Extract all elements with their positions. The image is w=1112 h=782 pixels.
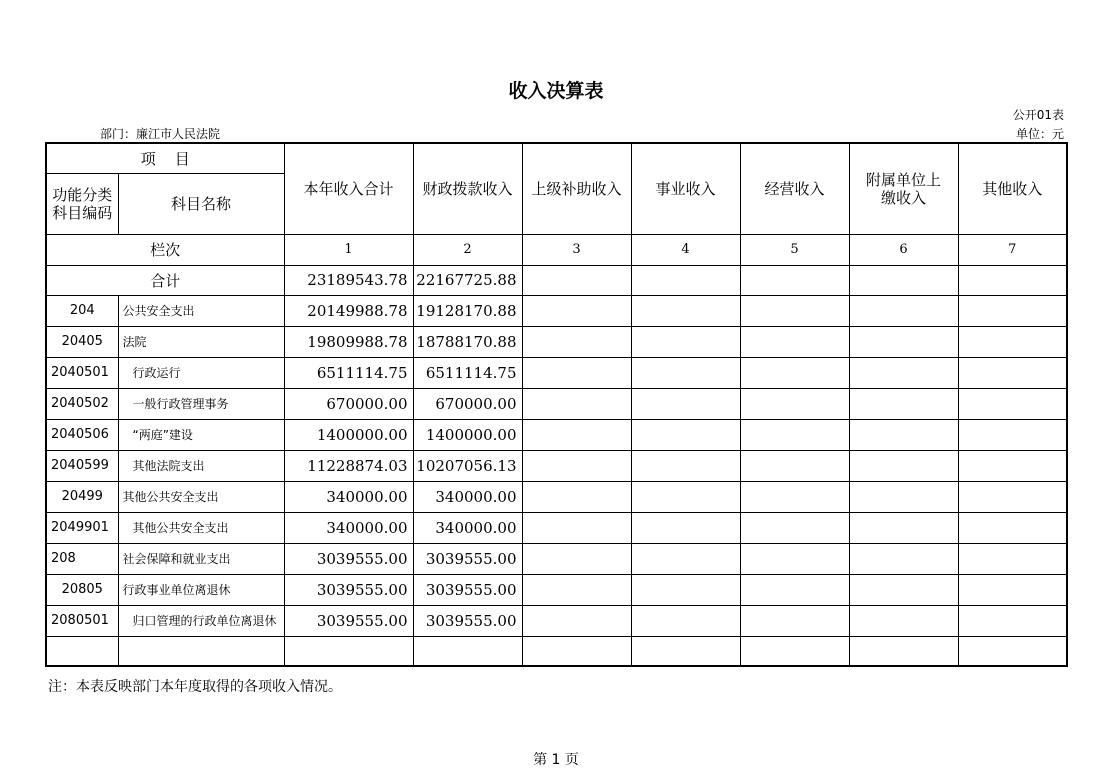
row-name: 法院 — [118, 326, 284, 357]
empty-cell — [522, 636, 631, 666]
row-value — [740, 543, 849, 574]
total-value: 23189543.78 — [284, 265, 413, 295]
table-row — [46, 481, 1067, 512]
row-value — [958, 357, 1067, 388]
row-value: 670000.00 — [284, 388, 413, 419]
index-number: 2 — [413, 234, 522, 265]
total-row — [46, 265, 1067, 295]
column-header: 经营收入 — [740, 143, 849, 234]
row-value — [522, 419, 631, 450]
row-value — [849, 481, 958, 512]
index-number: 1 — [284, 234, 413, 265]
row-value: 340000.00 — [284, 481, 413, 512]
total-value — [740, 265, 849, 295]
row-value — [522, 543, 631, 574]
row-value — [522, 605, 631, 636]
unit-label: 单位：元 — [1015, 127, 1064, 141]
total-value — [522, 265, 631, 295]
row-value: 20149988.78 — [284, 295, 413, 326]
row-value — [740, 419, 849, 450]
row-code: 2080501 — [46, 605, 118, 636]
row-value — [522, 450, 631, 481]
row-value — [631, 419, 740, 450]
row-code: 20405 — [46, 326, 118, 357]
row-value: 340000.00 — [413, 481, 522, 512]
row-value — [740, 326, 849, 357]
row-code: 2040599 — [46, 450, 118, 481]
row-value: 18788170.88 — [413, 326, 522, 357]
row-value — [631, 295, 740, 326]
row-value — [631, 512, 740, 543]
row-value — [849, 543, 958, 574]
income-table — [45, 142, 1068, 667]
row-value — [958, 326, 1067, 357]
table-row — [46, 605, 1067, 636]
row-value — [958, 481, 1067, 512]
row-value — [958, 574, 1067, 605]
table-row — [46, 574, 1067, 605]
row-value — [522, 512, 631, 543]
table-row — [46, 450, 1067, 481]
empty-cell — [631, 636, 740, 666]
row-code: 2040502 — [46, 388, 118, 419]
index-number: 4 — [631, 234, 740, 265]
row-value — [740, 295, 849, 326]
row-value — [631, 481, 740, 512]
index-number: 3 — [522, 234, 631, 265]
row-code: 2040501 — [46, 357, 118, 388]
row-value: 3039555.00 — [284, 605, 413, 636]
name-header: 科目名称 — [118, 173, 284, 234]
row-value: 3039555.00 — [413, 543, 522, 574]
row-value — [849, 574, 958, 605]
row-value — [849, 388, 958, 419]
row-value — [522, 357, 631, 388]
row-code: 208 — [46, 543, 118, 574]
table-row — [46, 512, 1067, 543]
row-name: 其他法院支出 — [118, 450, 284, 481]
row-value: 3039555.00 — [284, 543, 413, 574]
page-title: 收入决算表 — [508, 80, 604, 102]
row-value — [631, 605, 740, 636]
empty-cell — [958, 636, 1067, 666]
total-value — [958, 265, 1067, 295]
row-value: 670000.00 — [413, 388, 522, 419]
row-value — [522, 326, 631, 357]
column-header: 附属单位上缴收入 — [849, 143, 958, 234]
row-value — [849, 326, 958, 357]
table-row — [46, 357, 1067, 388]
total-value — [631, 265, 740, 295]
column-header: 财政拨款收入 — [413, 143, 522, 234]
row-value — [958, 543, 1067, 574]
index-number: 5 — [740, 234, 849, 265]
row-value: 6511114.75 — [413, 357, 522, 388]
column-header: 上级补助收入 — [522, 143, 631, 234]
row-value — [958, 450, 1067, 481]
empty-cell — [284, 636, 413, 666]
row-value: 340000.00 — [284, 512, 413, 543]
column-header: 事业收入 — [631, 143, 740, 234]
row-value — [958, 605, 1067, 636]
empty-cell — [740, 636, 849, 666]
row-value: 19128170.88 — [413, 295, 522, 326]
row-name: 社会保障和就业支出 — [118, 543, 284, 574]
row-value — [740, 450, 849, 481]
table-row — [46, 326, 1067, 357]
row-value — [740, 481, 849, 512]
row-value — [631, 574, 740, 605]
row-code: 2040506 — [46, 419, 118, 450]
form-number: 公开01表 — [1012, 108, 1064, 122]
total-value — [849, 265, 958, 295]
row-code: 20805 — [46, 574, 118, 605]
code-header: 功能分类科目编码 — [46, 173, 118, 234]
row-code: 204 — [46, 295, 118, 326]
row-value — [849, 512, 958, 543]
table-row — [46, 419, 1067, 450]
row-name: 公共安全支出 — [118, 295, 284, 326]
row-value: 3039555.00 — [413, 605, 522, 636]
row-name: 其他公共安全支出 — [118, 481, 284, 512]
total-value: 22167725.88 — [413, 265, 522, 295]
row-value — [522, 388, 631, 419]
table-row — [46, 295, 1067, 326]
row-name: 一般行政管理事务 — [118, 388, 284, 419]
total-label: 合计 — [46, 265, 284, 295]
row-value — [958, 419, 1067, 450]
row-name: 其他公共安全支出 — [118, 512, 284, 543]
table-row — [46, 543, 1067, 574]
row-value: 6511114.75 — [284, 357, 413, 388]
row-value: 3039555.00 — [413, 574, 522, 605]
table-row — [46, 388, 1067, 419]
row-value — [849, 419, 958, 450]
item-header: 项 目 — [46, 143, 284, 173]
row-name: 归口管理的行政单位离退休 — [118, 605, 284, 636]
row-value — [631, 543, 740, 574]
row-value: 19809988.78 — [284, 326, 413, 357]
row-value — [740, 605, 849, 636]
row-value — [849, 295, 958, 326]
index-number: 6 — [849, 234, 958, 265]
row-value — [849, 450, 958, 481]
row-value — [631, 326, 740, 357]
row-code: 20499 — [46, 481, 118, 512]
row-value — [849, 357, 958, 388]
row-value: 340000.00 — [413, 512, 522, 543]
row-name: “两庭”建设 — [118, 419, 284, 450]
index-label: 栏次 — [46, 234, 284, 265]
row-value — [522, 574, 631, 605]
row-code: 2049901 — [46, 512, 118, 543]
row-value: 3039555.00 — [284, 574, 413, 605]
row-value — [740, 512, 849, 543]
empty-cell — [46, 636, 118, 666]
empty-cell — [849, 636, 958, 666]
row-value — [522, 481, 631, 512]
table-note: 注：本表反映部门本年度取得的各项收入情况。 — [48, 679, 342, 695]
row-value — [522, 295, 631, 326]
row-name: 行政事业单位离退休 — [118, 574, 284, 605]
row-value — [631, 357, 740, 388]
row-value — [958, 295, 1067, 326]
row-value — [740, 357, 849, 388]
row-value — [958, 388, 1067, 419]
row-value — [849, 605, 958, 636]
row-value — [631, 388, 740, 419]
row-value: 1400000.00 — [413, 419, 522, 450]
empty-row — [46, 636, 1067, 666]
column-header: 其他收入 — [958, 143, 1067, 234]
row-name: 行政运行 — [118, 357, 284, 388]
column-header: 本年收入合计 — [284, 143, 413, 234]
row-value — [958, 512, 1067, 543]
row-value — [740, 388, 849, 419]
empty-cell — [413, 636, 522, 666]
page-number: 第 1 页 — [533, 752, 579, 768]
empty-cell — [118, 636, 284, 666]
department-label: 部门：廉江市人民法院 — [100, 127, 221, 141]
row-value: 11228874.03 — [284, 450, 413, 481]
index-number: 7 — [958, 234, 1067, 265]
row-value: 1400000.00 — [284, 419, 413, 450]
row-value — [631, 450, 740, 481]
row-value — [740, 574, 849, 605]
row-value: 10207056.13 — [413, 450, 522, 481]
